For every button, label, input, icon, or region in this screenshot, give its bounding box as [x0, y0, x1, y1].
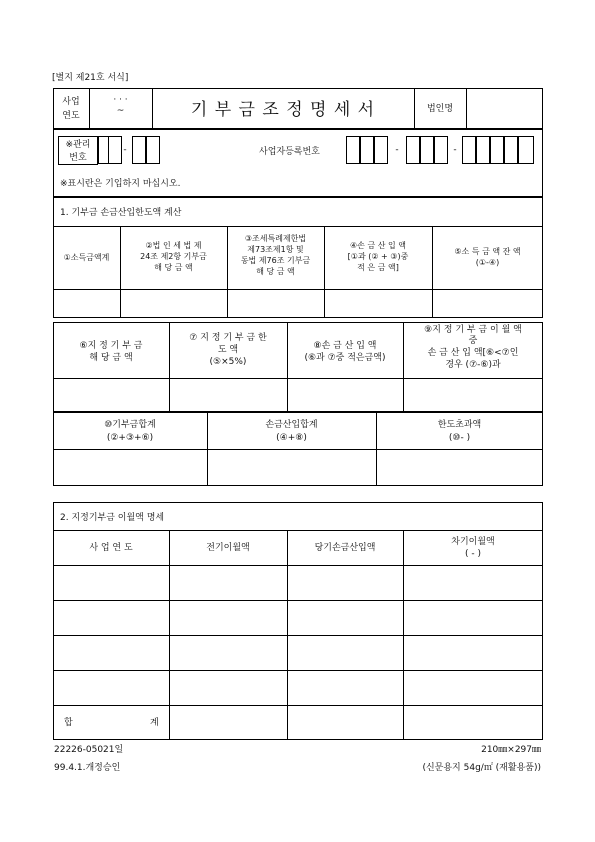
s1r2-h1-line1: 해 당 금 액 [89, 353, 133, 363]
s1-h2-line1: 24조 제2항 기부금 [140, 252, 207, 261]
total-label-2: 계 [150, 718, 159, 728]
paper-type: (신문용지 54g/㎡ (재활용품)) [422, 763, 541, 773]
biz-reg-dash-2: - [453, 145, 457, 155]
donation-total-field[interactable] [54, 450, 206, 485]
s1r3-h3-line0: 한도초과액 [437, 420, 482, 430]
row3-current-field[interactable] [288, 636, 402, 669]
row2-year-field[interactable] [54, 601, 168, 634]
excess-amount-field[interactable] [377, 450, 542, 485]
s1r2-h1-line0: ⑥지 정 기 부 금 [79, 341, 143, 351]
form-number-label: [별지 제21호 서식] [52, 73, 129, 83]
biz-reg-number-label: 사업자등록번호 [259, 147, 320, 157]
s1r2-h2-line2: (⑤×5%) [209, 357, 247, 367]
s1-h3-line1: 제73조제1항 및 [247, 245, 304, 254]
s1-h3-line3: 해 당 금 액 [256, 267, 295, 276]
mgmt-number-label-1: ※관리 [65, 140, 91, 150]
corporation-name-field[interactable] [467, 89, 542, 128]
row3-next-field[interactable] [404, 636, 542, 669]
row4-prior-field[interactable] [170, 671, 286, 704]
s1r2-h4-line1: 중 [468, 336, 478, 346]
s2-h4-line0: 차기이월액 [451, 537, 495, 547]
paper-size: 210㎜×297㎜ [481, 745, 541, 755]
row1-year-field[interactable] [54, 566, 168, 599]
form-title: 기 부 금 조 정 명 세 서 [190, 100, 376, 120]
row1-current-field[interactable] [288, 566, 402, 599]
business-year-label-1: 사업 [62, 97, 80, 107]
section1-title: 1. 기부금 손금산입한도액 계산 [60, 208, 182, 218]
s1-h4-line2: 적 은 금 액] [357, 263, 399, 272]
row2-next-field[interactable] [404, 601, 542, 634]
s1-h3-line0: ③조세특례제한법 [244, 234, 307, 243]
s1r2-h4-line0: ⑨지 정 기 부 금 이 월 액 [424, 325, 522, 335]
s1-h5-line1: (①-④) [475, 258, 500, 267]
s1r3-h2-line0: 손금산입합계 [265, 420, 318, 430]
designated-deductible-field[interactable] [288, 379, 402, 411]
income-total-field[interactable] [54, 290, 119, 317]
s2-h1: 사 업 연 도 [89, 543, 133, 553]
s1-h2-line0: ②법 인 세 법 제 [145, 241, 202, 250]
s1r3-h1-line0: ⑩기부금합계 [104, 420, 156, 430]
s1r2-h4-line2: 손 금 산 입 액[⑥<⑦인 [427, 348, 519, 358]
s1-h2-line2: 해 당 금 액 [154, 263, 193, 272]
s1-h1-line0: ①소득금액계 [63, 253, 110, 262]
row1-next-field[interactable] [404, 566, 542, 599]
designated-donation-field[interactable] [54, 379, 168, 411]
row1-prior-field[interactable] [170, 566, 286, 599]
row4-current-field[interactable] [288, 671, 402, 704]
art73-donation-field[interactable] [228, 290, 323, 317]
designated-limit-field[interactable] [170, 379, 286, 411]
s1r3-h2-line1: (④+⑧) [276, 433, 307, 443]
row3-year-field[interactable] [54, 636, 168, 669]
s1r2-h2-line1: 도 액 [217, 345, 239, 355]
s1-h5-line0: ⑤소 득 금 액 잔 액 [454, 247, 521, 256]
deductible-total-field[interactable] [208, 450, 375, 485]
s1r2-h3-line1: (⑥과 ⑦중 적은금액) [304, 353, 386, 363]
total-current-field[interactable] [288, 706, 402, 739]
mgmt-number-label-2: 번호 [69, 153, 87, 163]
approval-date: 99.4.1.개정승인 [54, 763, 121, 773]
form-code: 22226-05021일 [54, 745, 124, 755]
s1-h4-line0: ④손 금 산 입 액 [350, 241, 406, 250]
s1r2-h2-line0: ⑦ 지 정 기 부 금 한 [189, 333, 267, 343]
s1r2-h3-line0: ⑧손 금 산 입 액 [313, 341, 377, 351]
business-year-label-2: 연도 [62, 111, 80, 121]
row3-prior-field[interactable] [170, 636, 286, 669]
total-label-1: 합 [64, 718, 73, 728]
admin-note: ※표시란은 기입하지 마십시오. [60, 179, 181, 189]
year-date-tilde: ~ [116, 106, 125, 116]
s2-h3: 당기손금산입액 [314, 543, 376, 553]
carryover-deductible-field[interactable] [404, 379, 542, 411]
row2-prior-field[interactable] [170, 601, 286, 634]
art24-donation-field[interactable] [121, 290, 226, 317]
s1r3-h3-line1: (⑩- ) [448, 433, 471, 443]
row4-next-field[interactable] [404, 671, 542, 704]
section2-title: 2. 지정기부금 이월액 명세 [60, 513, 165, 523]
mgmt-number-dash: - [123, 145, 127, 155]
corporation-name-label: 법인명 [426, 104, 454, 114]
total-next-field[interactable] [404, 706, 542, 739]
s1-h3-line2: 동법 제76조 기부금 [240, 256, 311, 265]
year-date-dots: · · · [113, 95, 128, 105]
row4-year-field[interactable] [54, 671, 168, 704]
s1r3-h1-line1: (②+③+⑥) [106, 433, 154, 443]
deductible-amount-field[interactable] [325, 290, 431, 317]
s1-h4-line1: [①과 (② + ③)중 [347, 252, 409, 261]
s2-h2: 전기이월액 [206, 543, 250, 553]
total-prior-field[interactable] [170, 706, 286, 739]
s1r2-h4-line3: 경우 (⑦-⑥)과 [445, 360, 501, 370]
biz-reg-dash-1: - [395, 145, 399, 155]
s2-h4-line1: ( - ) [465, 549, 481, 559]
income-balance-field[interactable] [433, 290, 542, 317]
row2-current-field[interactable] [288, 601, 402, 634]
